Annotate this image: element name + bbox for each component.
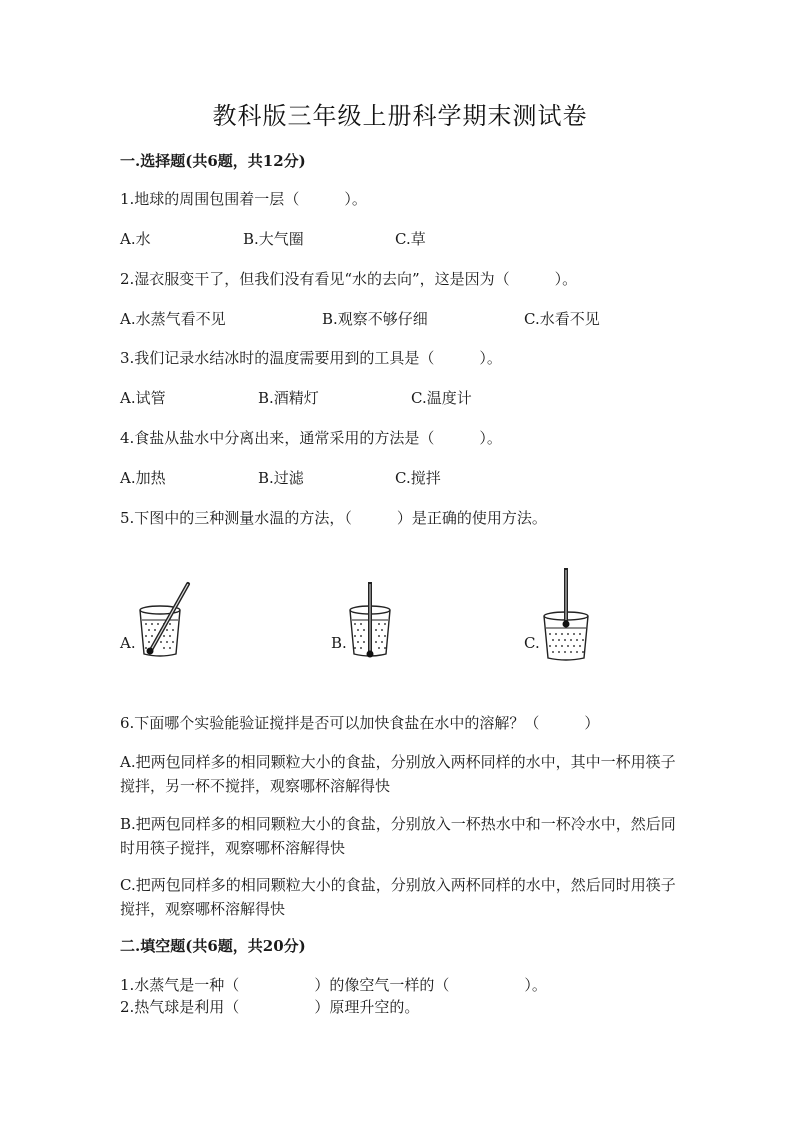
thermometer-figure-a — [132, 578, 196, 662]
question-2-stem: 2.湿衣服变干了，但我们没有看见“水的去向”，这是因为（ ）。 — [120, 270, 578, 288]
question-1-option-c: C.草 — [395, 230, 426, 248]
question-1-option-b: B.大气圈 — [243, 230, 304, 248]
question-3-option-a: A.试管 — [120, 389, 166, 407]
question-6-option-c: C.把两包同样多的相同颗粒大小的食盐，分别放入两杯同样的水中，然后同时用筷子搅拌，观察哪杯溶解得快 — [120, 876, 676, 918]
section-heading-fill-blank: 二.填空题(共6题，共20分) — [120, 937, 306, 955]
figure-c-label: C. — [524, 634, 540, 652]
figure-a-label: A. — [120, 634, 136, 652]
figure-b-label: B. — [331, 634, 347, 652]
question-3-option-c: C.温度计 — [411, 389, 472, 407]
fill-question-1: 1.水蒸气是一种（ ）的像空气一样的（ ）。 — [120, 976, 547, 994]
question-5-stem: 5.下图中的三种测量水温的方法，（ ）是正确的使用方法。 — [120, 509, 547, 527]
thermometer-figure-c — [538, 566, 598, 662]
question-4-stem: 4.食盐从盐水中分离出来，通常采用的方法是（ ）。 — [120, 429, 502, 447]
fill-question-2: 2.热气球是利用（ ）原理升空的。 — [120, 998, 420, 1016]
section-heading-choice: 一.选择题(共6题，共12分) — [120, 152, 306, 170]
question-1-option-a: A.水 — [120, 230, 151, 248]
thermometer-figure-b — [343, 578, 399, 662]
question-2-option-a: A.水蒸气看不见 — [120, 310, 226, 328]
page-title: 教科版三年级上册科学期末测试卷 — [212, 102, 588, 130]
question-1-stem: 1.地球的周围包围着一层（ ）。 — [120, 190, 367, 208]
question-6-option-a: A.把两包同样多的相同颗粒大小的食盐，分别放入两杯同样的水中，其中一杯用筷子搅拌，另一杯不搅拌，观察哪杯溶解得快 — [120, 753, 676, 795]
question-6-stem: 6.下面哪个实验能验证搅拌是否可以加快食盐在水中的溶解？（ ） — [120, 714, 600, 732]
question-4-option-b: B.过滤 — [258, 469, 304, 487]
question-4-option-a: A.加热 — [120, 469, 166, 487]
question-6-option-b: B.把两包同样多的相同颗粒大小的食盐，分别放入一杯热水中和一杯冷水中，然后同时用筷子搅拌，观察哪杯溶解得快 — [120, 815, 676, 857]
question-3-option-b: B.酒精灯 — [258, 389, 319, 407]
question-4-option-c: C.搅拌 — [395, 469, 441, 487]
question-2-option-c: C.水看不见 — [524, 310, 600, 328]
question-3-stem: 3.我们记录水结冰时的温度需要用到的工具是（ ）。 — [120, 349, 502, 367]
question-2-option-b: B.观察不够仔细 — [322, 310, 428, 328]
